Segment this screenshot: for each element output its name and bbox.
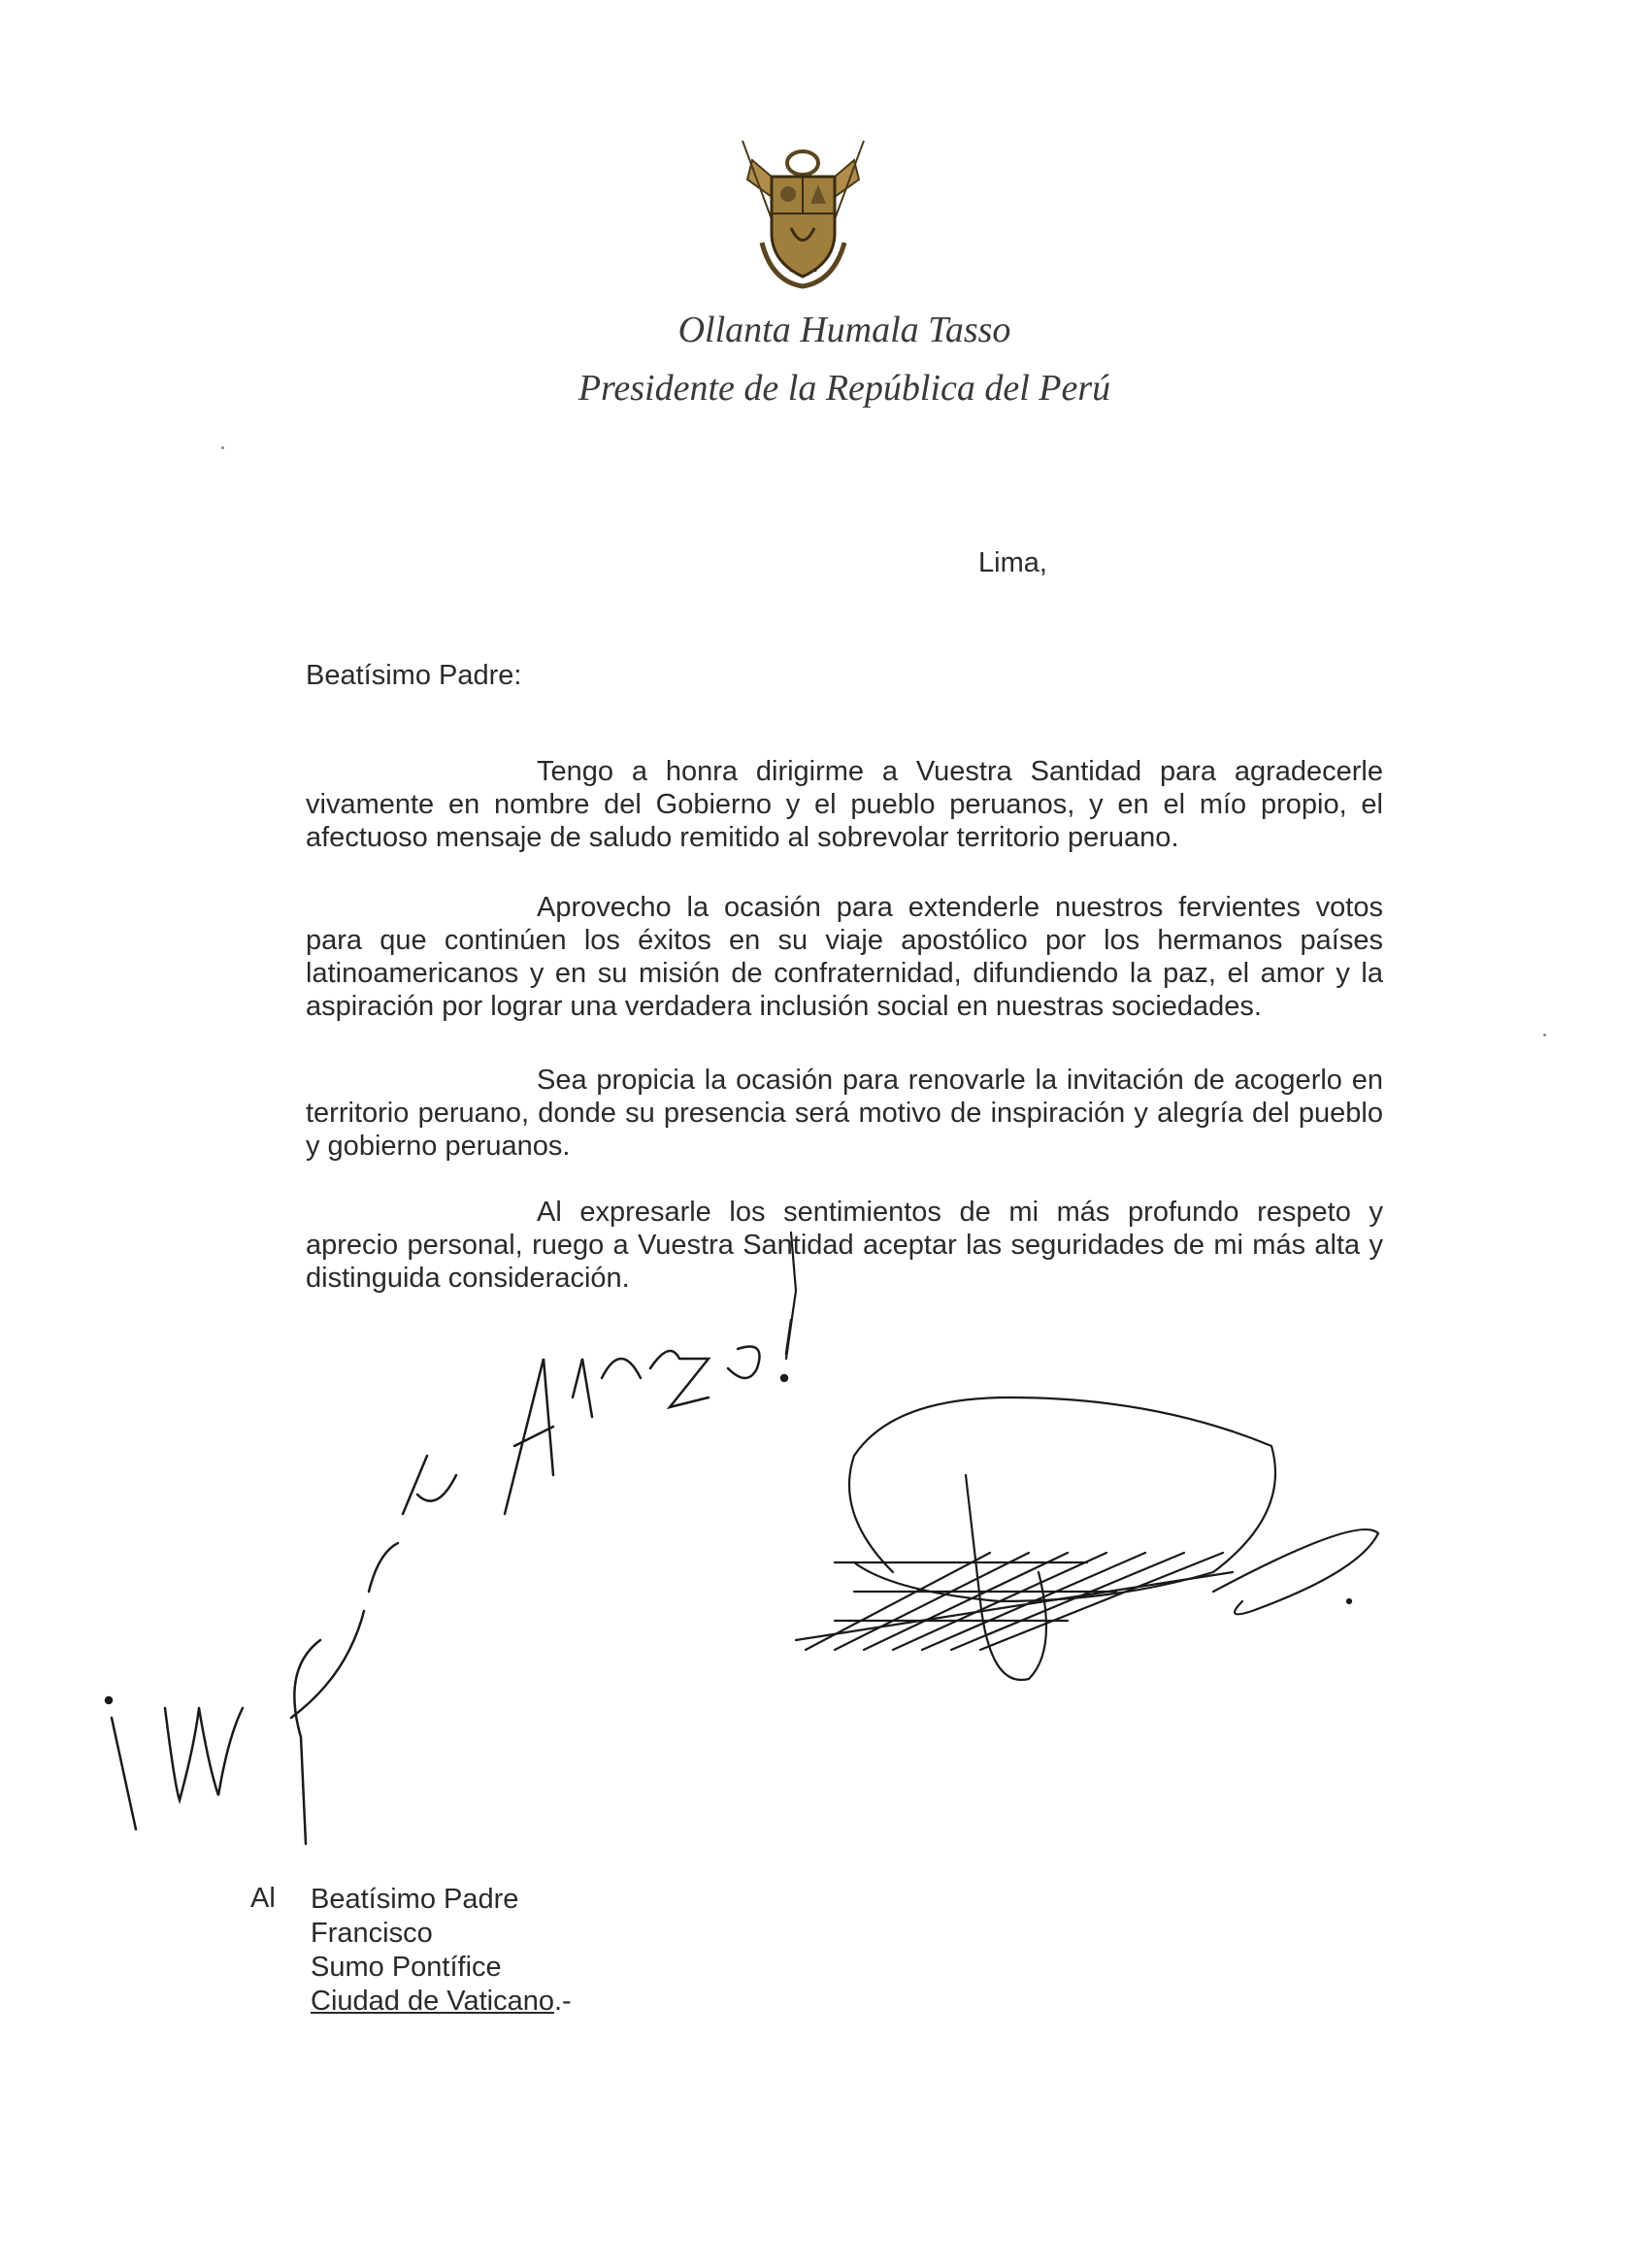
signature [786, 1233, 1378, 1680]
letter-paragraph-2: Aprovecho la ocasión para extenderle nuestros fervientes votos para que continúen los éxitos en su viaje apostólico por los hermanos países latinoamericanos y en su misión de confraternidad, difundiendo la paz, el amor y la aspiración por lograr una verdadera inclusión social en nuestras sociedades. [306, 892, 1383, 1022]
letter-paragraph-4: Al expresarle los sentimientos de mi más profundo respeto y aprecio personal, ruego a Vuestra Santidad aceptar las seguridades de mi más alta y distinguida consideración. [306, 1197, 1383, 1294]
letterhead-name: Ollanta Humala Tasso [677, 310, 1011, 350]
scan-speck [221, 446, 224, 449]
addressee-city-suffix: .- [553, 1986, 572, 2017]
handwritten-note [106, 1320, 791, 1844]
addressee-line-1: Beatísimo Padre [311, 1884, 519, 1915]
addressee-line-2: Francisco [311, 1918, 433, 1949]
date-line: Lima, [978, 547, 1047, 578]
letterhead-title: Presidente de la República del Perú [578, 368, 1111, 409]
letter-paragraph-1: Tengo a honra dirigirme a Vuestra Santidad para agradecerle vivamente en nombre del Gobierno y el pueblo peruanos, y en el mío propio, el afectuoso mensaje de saludo remitido al sobrevolar territorio peruano. [306, 756, 1383, 853]
addressee-city [311, 1985, 796, 2019]
addressee-prefix: Al [250, 1883, 276, 1914]
addressee-line-3: Sumo Pontífice [311, 1952, 502, 1983]
salutation: Beatísimo Padre: [306, 660, 522, 691]
scan-speck [1543, 1034, 1546, 1036]
addressee-block [311, 1883, 796, 2019]
letter-paragraph-3: Sea propicia la ocasión para renovarle la invitación de acogerlo en territorio peruano, donde su presencia será motivo de inspiración y alegría del pueblo y gobierno peruanos. [306, 1065, 1383, 1162]
addressee-city-name: Ciudad de Vaticano [311, 1986, 554, 2017]
